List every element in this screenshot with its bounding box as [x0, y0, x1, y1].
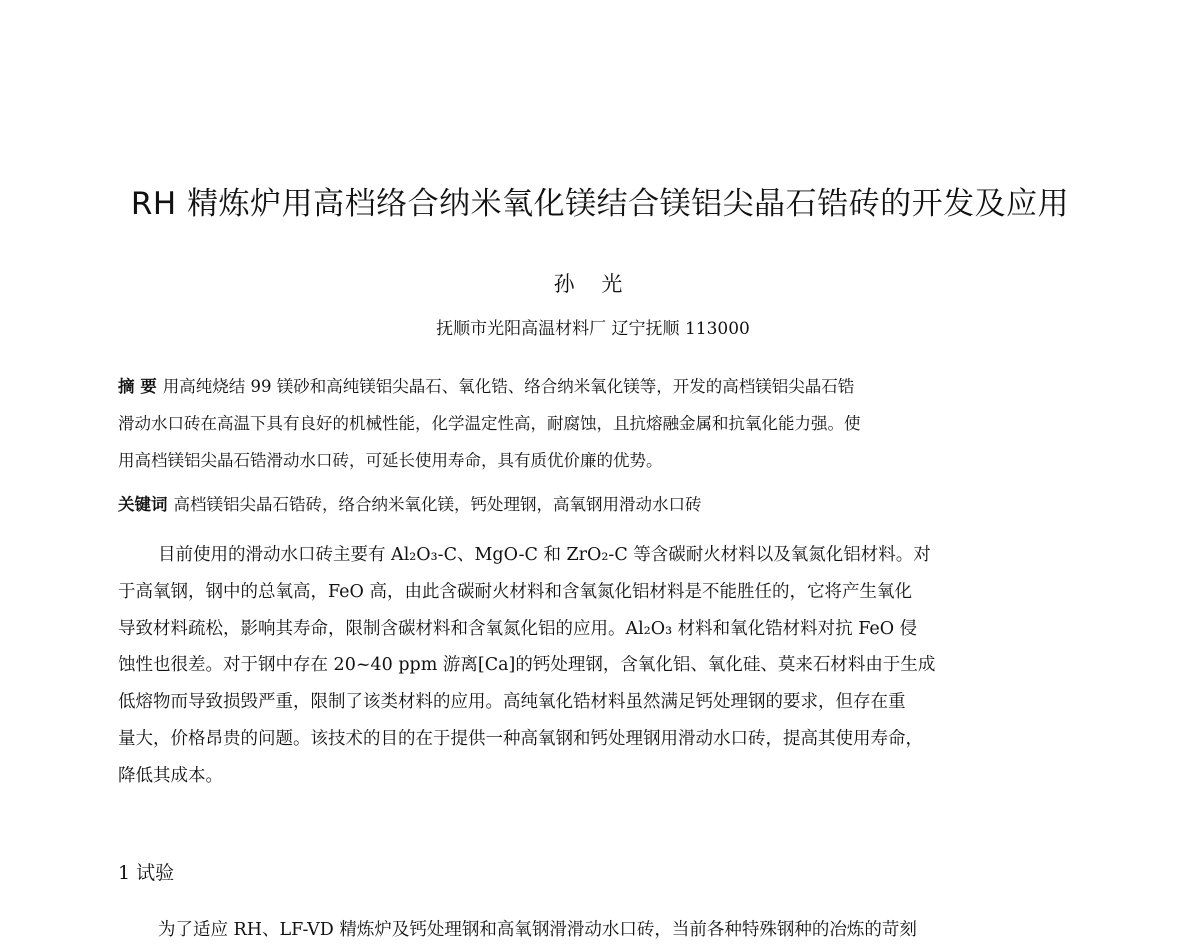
abstract-text: 用高纯烧结 99 镁砂和高纯镁铝尖晶石、氧化锆、络合纳米氧化镁等，开发的高档镁铝尖晶石锆	[162, 377, 855, 396]
paragraph-line: 为了适应 RH、LF-VD 精炼炉及钙处理钢和高氧钢滑滑动水口砖，当前各种特殊钢种的冶炼的苛刻	[158, 920, 917, 940]
abstract-line-1	[118, 368, 1068, 405]
paragraph-line: 降低其成本。	[118, 765, 223, 786]
paragraph-line: 量大，价格昂贵的问题。该技术的目的在于提供一种高氧钢和钙处理钢用滑动水口砖，提高其使用寿命，	[118, 728, 923, 749]
abstract-line-3: 用高档镁铝尖晶石锆滑动水口砖，可延长使用寿命，具有质优价廉的优势。	[118, 451, 663, 470]
experiment-paragraph	[118, 912, 1068, 949]
paragraph-line: 低熔物而导致损毁严重，限制了该类材料的应用。高纯氧化锆材料虽然满足钙处理钢的要求，但存在重	[118, 692, 906, 713]
abstract-line-2: 滑动水口砖在高温下具有良好的机械性能，化学温定性高，耐腐蚀，且抗熔融金属和抗氧化能力强。使	[118, 414, 861, 433]
keywords-text: 高档镁铝尖晶石锆砖，络合纳米氧化镁，钙处理钢，高氧钢用滑动水口砖	[173, 495, 702, 514]
paragraph-line: 于高氧钢，钢中的总氧高，FeO 高，由此含碳耐火材料和含氧氮化铝材料是不能胜任的，它将产生氧化	[118, 581, 912, 602]
paper-title: RH 精炼炉用高档络合纳米氧化镁结合镁铝尖晶石锆砖的开发及应用	[130, 186, 1070, 222]
abstract-label: 摘 要	[118, 377, 157, 396]
author-affiliation: 抚顺市光阳高温材料厂 辽宁抚顺 113000	[436, 319, 750, 339]
section-heading-experiment: 1 试验	[118, 862, 175, 884]
paragraph-line: 导致材料疏松，影响其寿命，限制含碳材料和含氧氮化铝的应用。Al₂O₃ 材料和氧化锆材料对抗 FeO 侵	[118, 618, 918, 639]
keywords-label: 关键词	[118, 495, 168, 514]
intro-paragraph	[118, 537, 1068, 795]
abstract-block	[118, 368, 1068, 479]
paragraph-line: 蚀性也很差。对于钢中存在 20~40 ppm 游离[Ca]的钙处理钢，含氧化铝、氧化硅、莫来石材料由于生成	[118, 655, 936, 676]
paragraph-line: 目前使用的滑动水口砖主要有 Al₂O₃-C、MgO-C 和 ZrO₂-C 等含碳耐火材料以及氧氮化铝材料。对	[158, 545, 931, 565]
keywords-block	[118, 490, 1068, 520]
author-name: 孙 光	[553, 272, 633, 296]
